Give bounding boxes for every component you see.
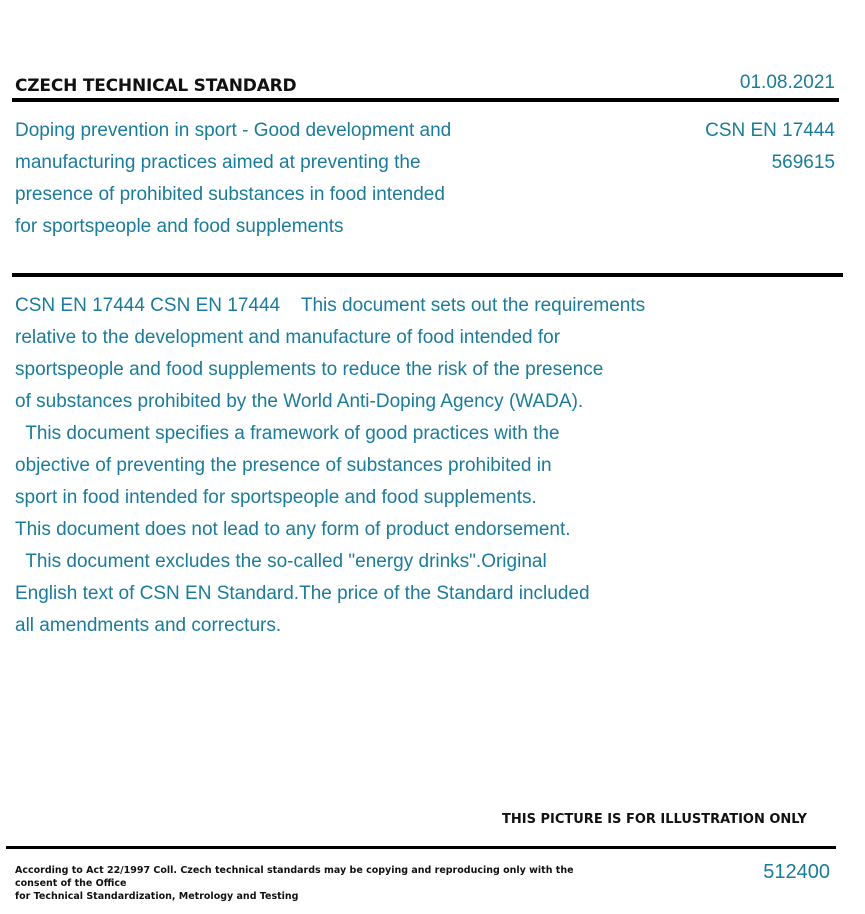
document-codes <box>705 115 835 179</box>
publication-date: 01.08.2021 <box>739 72 835 93</box>
standard-code: CSN EN 17444 <box>705 120 835 141</box>
abstract-line: sport in food intended for sportspeople and food supplements. <box>15 487 537 508</box>
illustration-note: THIS PICTURE IS FOR ILLUSTRATION ONLY <box>502 812 807 827</box>
abstract-line: all amendments and correcturs. <box>15 615 282 636</box>
title-divider <box>12 273 843 277</box>
document-title-line: manufacturing practices aimed at preventing the <box>15 152 421 173</box>
abstract-line: CSN EN 17444 CSN EN 17444 This document sets out the requirements <box>15 295 646 316</box>
abstract-line: This document does not lead to any form of product endorsement. <box>15 519 571 540</box>
abstract-line: of substances prohibited by the World Anti-Doping Agency (WADA). <box>15 391 584 412</box>
legal-notice-line: for Technical Standardization, Metrology and Testing <box>15 891 299 902</box>
abstract-line: This document specifies a framework of good practices with the <box>15 423 560 444</box>
abstract-line: English text of CSN EN Standard.The price of the Standard included <box>15 583 590 604</box>
abstract-line: relative to the development and manufacture of food intended for <box>15 327 561 348</box>
abstract-line: objective of preventing the presence of substances prohibited in <box>15 455 552 476</box>
abstract-line: sportspeople and food supplements to reduce the risk of the presence <box>15 359 604 380</box>
document-title-line: for sportspeople and food supplements <box>15 216 344 237</box>
legal-notice <box>15 864 615 903</box>
footer-number: 512400 <box>763 861 830 883</box>
footer-divider <box>6 846 836 849</box>
abstract <box>15 290 755 642</box>
abstract-line: This document excludes the so-called "energy drinks".Original <box>15 551 547 572</box>
catalog-number: 569615 <box>771 152 835 173</box>
legal-notice-line: According to Act 22/1997 Coll. Czech technical standards may be copying and reproducing only with the consent of the Office <box>15 865 574 889</box>
document-title-line: Doping prevention in sport - Good development and <box>15 120 452 141</box>
document-title <box>15 115 535 243</box>
document-title-line: presence of prohibited substances in food intended <box>15 184 445 205</box>
header-title: CZECH TECHNICAL STANDARD <box>15 76 297 96</box>
header-divider <box>12 98 839 102</box>
